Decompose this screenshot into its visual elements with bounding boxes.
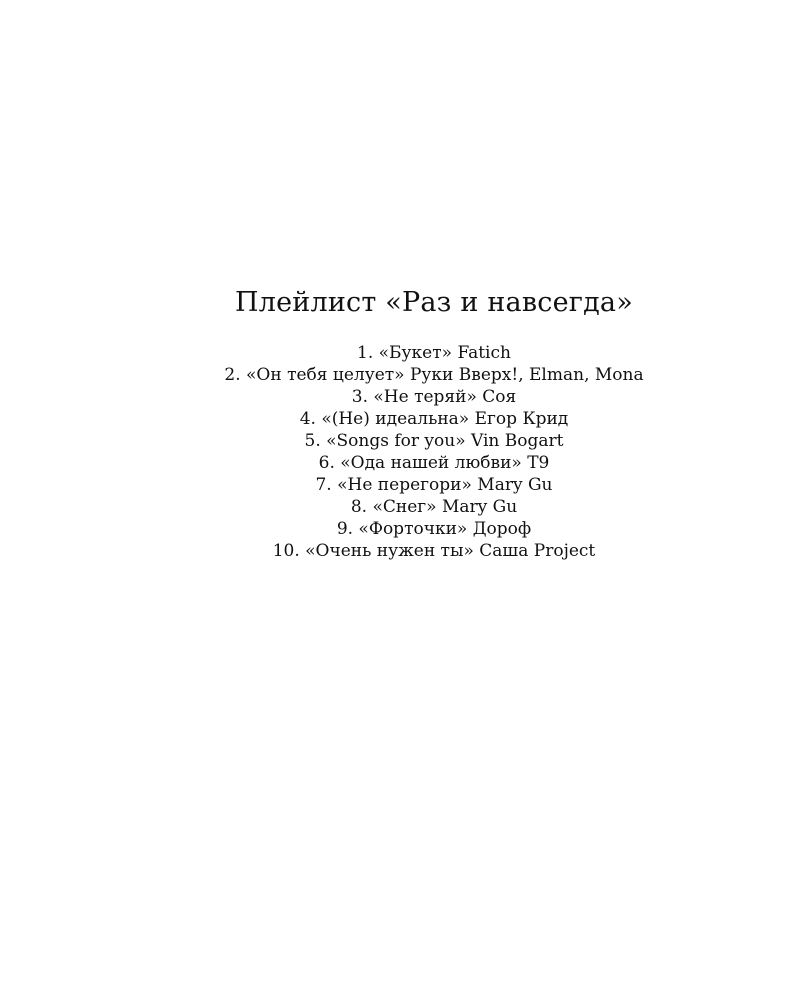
track-item: 5. «Songs for you» Vin Bogart [304, 431, 564, 451]
track-item: 8. «Снег» Mary Gu [350, 497, 518, 517]
track-item: 2. «Он тебя целует» Руки Вверх!, Elman, Mona [224, 365, 644, 385]
track-item: 4. «(Не) идеальна» Егор Крид [299, 409, 569, 429]
track-item: 1. «Букет» Fatich [357, 343, 511, 363]
track-item: 6. «Ода нашей любви» T9 [318, 453, 550, 473]
track-item: 10. «Очень нужен ты» Саша Project [272, 541, 596, 561]
playlist-tracks [0, 342, 800, 562]
track-item: 7. «Не перегори» Mary Gu [315, 475, 553, 495]
track-item: 3. «Не теряй» Соя [351, 387, 517, 407]
playlist-title: Плейлист «Раз и навсегда» [235, 287, 633, 318]
track-item: 9. «Форточки» Дороф [336, 519, 532, 539]
